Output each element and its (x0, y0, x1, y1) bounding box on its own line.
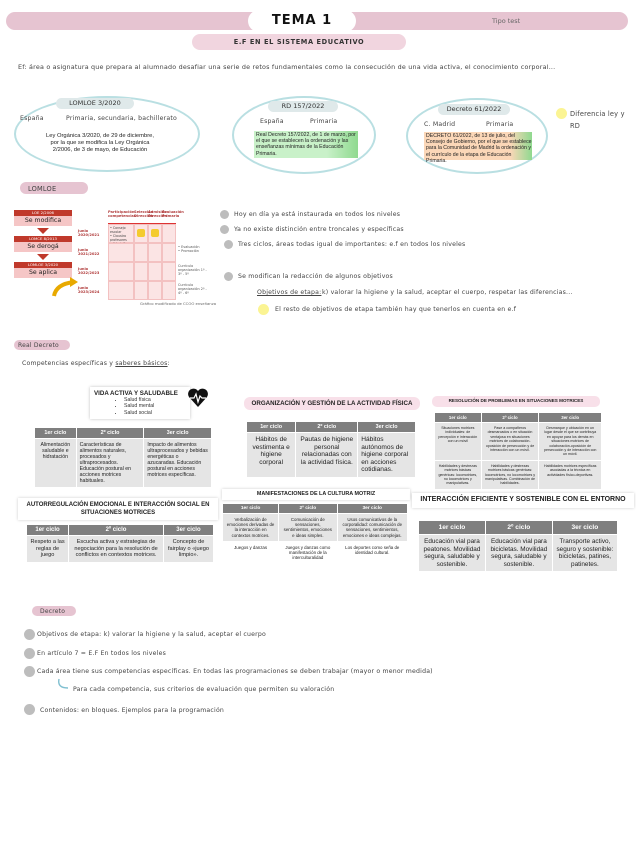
intro-saberes: saberes básicos (115, 360, 168, 367)
col-header: 2º ciclo (76, 428, 144, 439)
col-header: 3er ciclo (163, 525, 213, 536)
table-resolucion (434, 412, 602, 490)
table-cell: Usos comunicativos de la corporalidad: comunicación de sensaciones, sentimientos, emociones e ideas complejas. (337, 514, 408, 542)
col-header: 3er ciclo (144, 428, 212, 439)
flow-action: Se derogá (14, 242, 72, 252)
decreto-line: Objetivos de etapa: k) valorar la higiene y la salud, aceptar el cuerpo (37, 631, 266, 638)
table-autorregulacion (26, 524, 214, 563)
table-header-cell: Evaluación Primaria (162, 210, 176, 224)
table-cell: Desmarque y ubicación en un lugar desde el que se contribuya en apoyar para los demás en situaciones motrices de colaboración-oposición de persecución y de interacción con un móvil. (539, 423, 602, 461)
table-cell: Verbalización de emociones derivadas de la interacción en contextos motrices. (223, 514, 279, 542)
year-label: Junio 2021/2022 (78, 248, 100, 256)
highlight-dot (258, 304, 269, 315)
col-header: 1er ciclo (223, 504, 279, 514)
ef-definition: Ef: área o asignatura que prepara al alumnado desafiar una serie de retos fundamentales como la consecución de una vida activa, el conocimiento corporal... (18, 63, 556, 71)
card-title: INTERACCIÓN EFICIENTE Y SOSTENIBLE CON EL ENTORNO (420, 496, 626, 503)
year-label: Junio 2022/2023 (78, 267, 100, 275)
card-title: VIDA ACTIVA Y SALUDABLE (94, 390, 178, 397)
decreto-line: Para cada competencia, sus criterios de evaluación que permiten su valoración (73, 686, 335, 693)
flow-tag: LOE 2/2006 (14, 210, 72, 216)
table-header-cell: Selección Dirección (134, 210, 148, 224)
table-cell: Educación vial para peatones. Movilidad segura, saludable y sostenible. (419, 535, 486, 572)
table-cell: Impacto de alimentos ultraprocesados y bebidas energéticas o azucaradas. Educación postural en acciones motrices específicas. (144, 439, 212, 488)
table-cell: Escucha activa y estrategias de negociación para la resolución de conflictos en contextos motrices. (69, 536, 164, 563)
lomloe-label: LOMLOE (28, 185, 57, 193)
law-scope-decreto: C. Madrid (424, 121, 456, 128)
diferencia-note: Diferencia ley y RD (570, 110, 625, 130)
curved-arrow-icon (50, 276, 80, 306)
table-cell: Pase a compañeros desmarcados o en situación ventajosa en situaciones motrices de colaboración-oposición de persecución y de interacción con un móvil. (481, 423, 539, 461)
table-cell: Habilidades motrices específicas asociadas a la técnica en actividades físico-deportivas. (539, 460, 602, 489)
law-scope-rd: España (260, 118, 284, 125)
card-title: RESOLUCIÓN DE PROBLEMAS EN SITUACIONES MOTRICES (448, 398, 584, 403)
objetivos-label: Objetivos de etapa: (257, 289, 322, 296)
law-scope-lomloe: España (20, 115, 44, 122)
col-header: 2º ciclo (69, 525, 164, 536)
real-decreto-label: Real Decreto (18, 342, 59, 349)
bullet-dot (24, 666, 35, 677)
curved-arrow-icon (56, 678, 70, 692)
lomloe-bullet: Ya no existe distinción entre troncales y específicas (234, 226, 404, 233)
card-title: AUTORREGULACIÓN EMOCIONAL E INTERACCIÓN SOCIAL EN SITUACIONES MOTRICES (26, 502, 210, 516)
table-cell: Pautas de higiene personal relacionadas con la actividad física. (296, 433, 358, 478)
highlight-dot (556, 108, 567, 119)
col-header: 3er ciclo (539, 413, 602, 423)
table-vida-activa (34, 427, 212, 488)
col-header: 1er ciclo (247, 422, 296, 433)
objetivos-text: k) valorar la higiene y la salud, aceptar el cuerpo, respetar las diferencias... (322, 289, 573, 296)
decreto-label: Decreto (40, 608, 66, 615)
section-title: E.F EN EL SISTEMA EDUCATIVO (233, 38, 365, 46)
col-header: 3er ciclo (337, 504, 408, 514)
col-header: 2º ciclo (279, 504, 337, 514)
page-title: TEMA 1 (271, 13, 333, 28)
lomloe-bullet: Hoy en día ya está instaurada en todos los niveles (234, 211, 401, 218)
col-header: 1er ciclo (35, 428, 77, 439)
table-cell: Juegos y danzas como manifestación de la interculturalidad (279, 541, 337, 564)
lomloe-bullet: Se modifican la redacción de algunos objetivos (238, 273, 393, 280)
bullet-dot (24, 648, 35, 659)
law-levels-decreto: Primaria (486, 121, 514, 128)
table-cell: Alimentación saludable e hidratación (35, 439, 77, 488)
table-caption: Gráfico modificado de CCOO enseñanza (140, 301, 217, 306)
table-cell: Hábitos autónomos de higiene corporal en acciones cotidianas. (358, 433, 416, 478)
flow-tag: LOMLOE 3/2020 (14, 262, 72, 268)
table-cell: Habilidades y destrezas motrices básicas genéricas: locomotrices, no locomotrices y manipulativas. Combinación de habilidades. (481, 460, 539, 489)
bullet-dot (220, 225, 229, 234)
table-header-cell: Participación competencias (108, 210, 134, 224)
resto-objetivos: El resto de objetivos de etapa también hay que tenerlos en cuenta en e.f (275, 306, 517, 313)
law-label-rd: RD 157/2022 (268, 101, 338, 112)
side-note: Currículo organización 2º - 4º - 6º (178, 283, 207, 295)
side-note: Currículo organización 1º - 3º - 5º (178, 264, 207, 276)
intro-part: : (167, 360, 170, 367)
law-label-lomloe: LOMLOE 3/2020 (56, 98, 134, 109)
year-label: Junio 2023/2024 (78, 286, 100, 294)
real-decreto-intro (22, 360, 170, 367)
decreto-line: En artículo 7 = E.F En todos los niveles (37, 650, 166, 657)
arrow-down-icon (37, 228, 49, 234)
table-cell: Comunicación de sensaciones, sentimientos, emociones e ideas simples. (279, 514, 337, 542)
law-text-lomloe: Ley Orgánica 3/2020, de 29 de diciembre, por la que se modifica la Ley Orgánica 2/2006, de 3 de mayo, de Educación (46, 133, 154, 153)
lomloe-timeline-table: Participación competencias Selección Dirección Admisión Dirección Evaluación Primaria Junio 2020/2021 • Consejo escolar • Claustro profesores Junio 2021/2022 • Evaluación • Promoción Junio 2022/2023 Currículo organización 1º - 3º - 5º Junio 2023/2024 Currículo organización 2º - 4º - 6º (78, 210, 210, 300)
table-cell: Juegos y danzas (223, 541, 279, 564)
col-header: 3er ciclo (358, 422, 416, 433)
side-note: • Evaluación (178, 245, 200, 249)
bullet-dot (220, 210, 229, 219)
arrow-down-icon (37, 254, 49, 260)
table-organizacion (246, 421, 416, 478)
bullet-dot (24, 629, 35, 640)
table-manifestaciones (222, 503, 408, 564)
law-levels-rd: Primaria (310, 118, 338, 125)
col-header: 1er ciclo (27, 525, 69, 536)
side-note: • Promoción (178, 249, 199, 253)
page-subtitle: Tipo test (492, 17, 521, 25)
law-text-rd: Real Decreto 157/2022, de 1 de marzo, por el que se establecen la ordenación y las enseñanzas mínimas de la Educación Primaria. (256, 132, 356, 157)
list-item: • Salud social (124, 410, 186, 416)
table-cell: Educación vial para bicicletas. Movilidad segura, saludable y sostenible. (485, 535, 552, 572)
law-levels-lomloe: Primaria, secundaria, bachillerato (66, 115, 178, 122)
year-label: Junio 2020/2021 (78, 229, 100, 237)
lomloe-bullet: Tres ciclos, áreas todas igual de importantes: e.f en todos los niveles (238, 241, 466, 248)
decreto-line: Contenidos: en bloques. Ejemplos para la programación (40, 707, 225, 714)
bullet-dot (24, 704, 35, 715)
law-text-decreto: DECRETO 61/2022, de 13 de julio, del Consejo de Gobierno, por el que se establece para la Comunidad de Madrid la ordenación y el currículo de la etapa de Educación Primaria. (426, 133, 532, 164)
bullet-dot (224, 240, 233, 249)
col-header: 2º ciclo (296, 422, 358, 433)
flow-action: Se aplica (14, 268, 72, 278)
table-cell: Habilidades y destrezas motrices básicas genéricas: locomotrices, no locomotrices y manipulativas. (435, 460, 482, 489)
table-cell: Concepto de fairplay o «juego limpio». (163, 536, 213, 563)
card-title: ORGANIZACIÓN Y GESTIÓN DE LA ACTIVIDAD FÍSICA (251, 400, 413, 407)
table-header-cell (78, 210, 108, 224)
table-interaccion (418, 520, 618, 572)
col-header: 2º ciclo (481, 413, 539, 423)
table-cell: Situaciones motrices individuales: de percepción e interacción con un móvil (435, 423, 482, 461)
intro-part: Competencias específicas y (22, 360, 116, 367)
card-vida-activa (90, 387, 190, 419)
decreto-line: Cada área tiene sus competencias específicas. En todas las programaciones se deben trabajar (mayor o menor medida) (37, 668, 433, 675)
law-label-decreto: Decreto 61/2022 (438, 104, 510, 115)
card-title: MANIFESTACIONES DE LA CULTURA MOTRIZ (256, 491, 376, 497)
col-header: 3er ciclo (552, 521, 617, 535)
flow-tag: LOMCE 8/2013 (14, 236, 72, 242)
table-cell: Características de alimentos naturales, procesados y ultraprocesados. Educación postural en acciones motrices habituales. (76, 439, 144, 488)
col-header: 2º ciclo (485, 521, 552, 535)
table-cell: Los deportes como seña de identidad cultural. (337, 541, 408, 564)
col-header: 1er ciclo (419, 521, 486, 535)
table-header-cell: Admisión Dirección (148, 210, 162, 224)
list-item: • Salud física (124, 397, 186, 403)
table-cell: Hábitos de vestimenta e higiene corporal (247, 433, 296, 478)
col-header: 1er ciclo (435, 413, 482, 423)
heart-pulse-icon (187, 387, 209, 409)
bullet-dot (224, 272, 233, 281)
table-cell: Transporte activo, seguro y sostenible: bicicletas, patines, patinetes. (552, 535, 617, 572)
flow-action: Se modifica (14, 216, 72, 226)
list-item: • Salud mental (124, 403, 186, 409)
table-cell: Respeto a las reglas de juego (27, 536, 69, 563)
